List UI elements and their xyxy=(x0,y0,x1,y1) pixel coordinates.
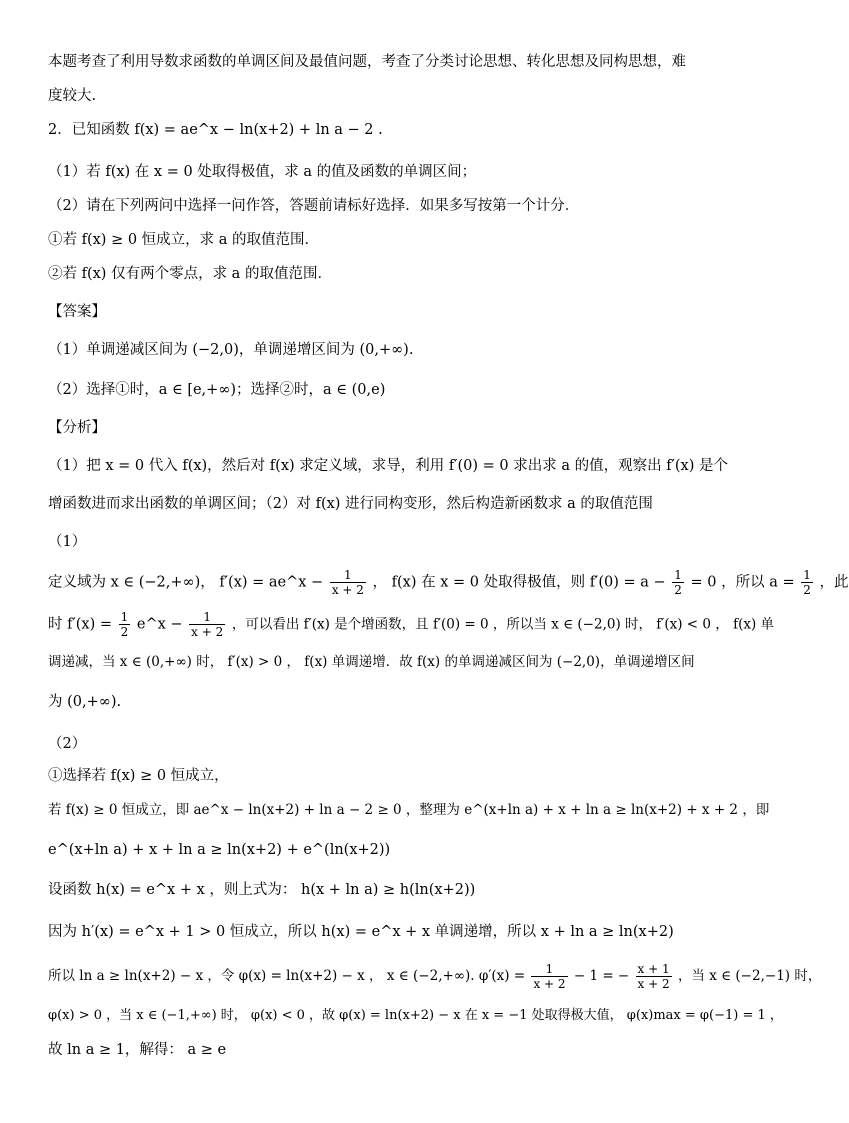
part-2-label: （2） xyxy=(48,736,87,752)
numerator: 1 xyxy=(674,568,682,582)
question-2: （2）请在下列两问中选择一问作答，答题前请标好选择．如果多写按第一个计分． xyxy=(48,198,580,214)
text-line-2: 度较大. xyxy=(48,88,97,104)
part-1-label: （1） xyxy=(48,534,87,550)
denominator: x + 2 xyxy=(191,625,224,639)
seg: 所以 ln a ≥ ln(x+2) − x ，令 φ(x) = ln(x+2) − x ， x ∈ (−2,+∞). φ′(x) = xyxy=(48,968,526,984)
analysis-line-1: （1）把 x = 0 代入 f(x)，然后对 f(x) 求定义域，求导，利用 f′(0) = 0 求出求 a 的值，观察出 f′(x) 是个 xyxy=(48,458,728,474)
solution-line-8: 设函数 h(x) = e^x + x ，则上式为： h(x + ln a) ≥ h(ln(x+2)) xyxy=(48,882,476,898)
problem-statement: 2．已知函数 f(x) = ae^x − ln(x+2) + ln a − 2 . xyxy=(48,122,383,138)
denominator: x + 2 xyxy=(533,977,566,991)
answer-heading: 【答案】 xyxy=(48,304,106,320)
denominator: 2 xyxy=(120,625,129,639)
seg: − 1 = − xyxy=(573,968,630,984)
answer-2: （2）选择①时，a ∈ [e,+∞)；选择②时，a ∈ (0,e) xyxy=(48,382,386,398)
fraction xyxy=(330,568,366,597)
fraction xyxy=(119,610,131,639)
solution-line-9: 因为 h′(x) = e^x + 1 > 0 恒成立，所以 h(x) = e^x + x 单调递增，所以 x + ln a ≥ ln(x+2) xyxy=(48,924,674,940)
seg: 时 f′(x) = xyxy=(48,616,113,633)
seg: ，可以看出 f′(x) 是个增函数，且 f′(0) = 0 ，所以当 x ∈ (−2,0) 时， f′(x) < 0 ， f(x) 单 xyxy=(231,616,775,633)
numerator: x + 1 xyxy=(637,962,670,976)
seg: e^x − xyxy=(136,616,183,633)
fraction xyxy=(636,962,672,991)
seg: ，当 x ∈ (−2,−1) 时， xyxy=(677,968,822,984)
seg: ，此 xyxy=(819,574,849,591)
seg: = 0 ，所以 a = xyxy=(690,574,795,591)
seg: 定义域为 x ∈ (−2,+∞)， f′(x) = ae^x − xyxy=(48,574,324,591)
solution-line-11: φ(x) > 0 ，当 x ∈ (−1,+∞) 时， φ(x) < 0 ，故 φ(x) = ln(x+2) − x 在 x = −1 处取得极大值， φ(x)max = φ(−1) = 1 ， xyxy=(48,1008,783,1023)
fraction xyxy=(672,568,684,597)
denominator: x + 2 xyxy=(637,977,670,991)
option-1: ①若 f(x) ≥ 0 恒成立，求 a 的取值范围． xyxy=(48,232,320,248)
numerator: 1 xyxy=(531,962,567,977)
solution-line-6: 若 f(x) ≥ 0 恒成立，即 ae^x − ln(x+2) + ln a − 2 ≥ 0 ，整理为 e^(x+ln a) + x + ln a ≥ ln(x+2) + x + 2 ，即 xyxy=(48,802,770,818)
solution-line-5: ①选择若 f(x) ≥ 0 恒成立， xyxy=(48,768,229,784)
solution-line-10 xyxy=(48,962,821,991)
option-2: ②若 f(x) 仅有两个零点，求 a 的取值范围． xyxy=(48,266,332,282)
seg: ， f(x) 在 x = 0 处取得极值，则 f′(0) = a − xyxy=(372,574,666,591)
numerator: 1 xyxy=(120,610,129,624)
solution-line-1 xyxy=(48,568,849,597)
fraction xyxy=(801,568,813,597)
solution-line-4: 为 (0,+∞). xyxy=(48,694,122,710)
solution-line-12: 故 ln a ≥ 1，解得： a ≥ e xyxy=(48,1042,227,1058)
solution-line-2 xyxy=(48,610,774,639)
analysis-line-2: 增函数进而求出函数的单调区间；（2）对 f(x) 进行同构变形，然后构造新函数求 a 的取值范围 xyxy=(48,496,653,512)
solution-line-3: 调递减，当 x ∈ (0,+∞) 时， f′(x) > 0 ， f(x) 单调递增．故 f(x) 的单调递减区间为 (−2,0)，单调递增区间 xyxy=(48,654,695,670)
numerator: 1 xyxy=(330,568,366,583)
numerator: 1 xyxy=(803,568,811,582)
question-1: （1）若 f(x) 在 x = 0 处取得极值，求 a 的值及函数的单调区间； xyxy=(48,164,477,180)
denominator: x + 2 xyxy=(331,583,364,597)
numerator: 1 xyxy=(189,610,225,625)
text-line-1: 本题考查了利用导数求函数的单调区间及最值问题，考查了分类讨论思想、转化思想及同构思想，难 xyxy=(48,54,686,70)
answer-1: （1）单调递减区间为 (−2,0)，单调递增区间为 (0,+∞). xyxy=(48,342,414,358)
fraction xyxy=(531,962,567,991)
solution-line-7: e^(x+ln a) + x + ln a ≥ ln(x+2) + e^(ln(x+2)) xyxy=(48,842,391,858)
denominator: 2 xyxy=(803,583,811,597)
denominator: 2 xyxy=(674,583,682,597)
analysis-heading: 【分析】 xyxy=(48,420,106,436)
fraction xyxy=(189,610,225,639)
